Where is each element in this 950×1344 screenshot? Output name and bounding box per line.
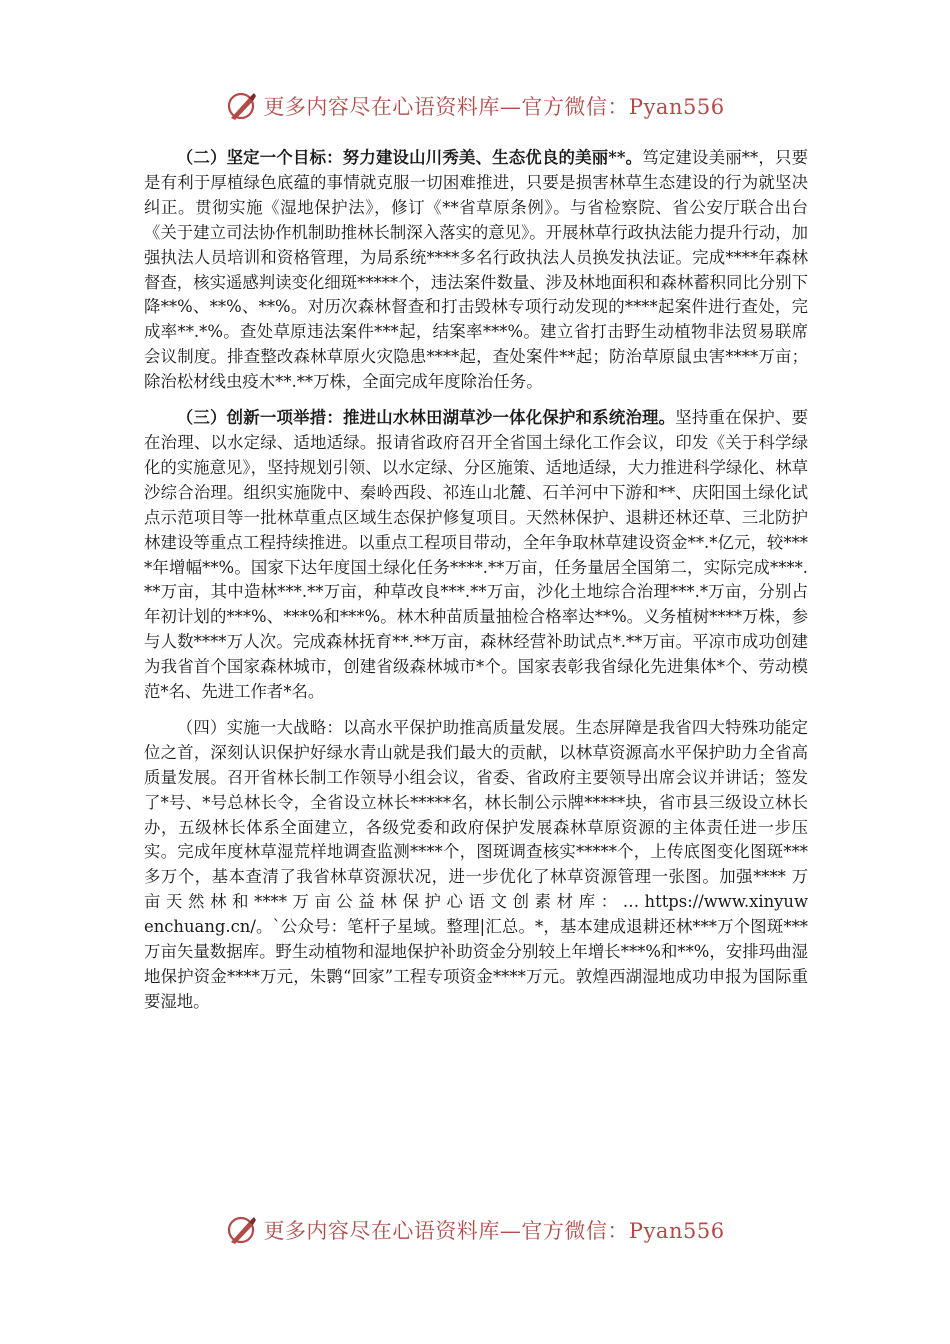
document-body <box>144 146 808 1026</box>
watermark-banner-bottom <box>0 1210 950 1250</box>
watermark-text-top: 更多内容尽在心语资料库—官方微信：Pyan556 <box>263 95 725 119</box>
paragraph-text: （四）实施一大战略：以高水平保护助推高质量发展。生态屏障是我省四大特殊功能定位之首，深刻认识保护好绿水青山就是我们最大的贡献，以林草资源高水平保护助力全省高质量发展。召开省林长制工作领导小组会议，省委、省政府主要领导出席会议并讲话；签发了*号、*号总林长令，全省设立林长*****名，林长制公示牌*****块，省市县三级设立林长办，五级林长体系全面建立，各级党委和政府保护发展森林草原资源的主体责任进一步压实。完成年度林草湿荒样地调查监测****个，图斑调查核实*****个，上传底图变化图斑***多万个，基本查清了我省林草资源状况，进一步优化了林草资源管理一张图。加强**** 万 亩 天 然 林 和 **** 万 亩 公 益 林 保 护 心 语 文 创 素 材 库 ： … https://www.xinyuwenchuang.cn/。`公众号：笔杆子星域。整理|汇总。*，基本建成退耕还林***万个图斑***万亩矢量数据库。野生动植物和湿地保护补助资金分别较上年增长***%和**%，安排玛曲湿地保护资金****万元，朱鹮“回家”工程专项资金****万元。敦煌西湖湿地成功申报为国际重要湿地。 <box>144 717 808 1011</box>
paragraph-text: 笃定建设美丽**，只要是有利于厚植绿色底蕴的事情就克服一切困难推进，只要是损害林草生态建设的行为就坚决纠正。贯彻实施《湿地保护法》，修订《**省草原条例》。与省检察院、省公安厅联合出台《关于建立司法协作机制助推林长制深入落实的意见》。开展林草行政执法能力提升行动，加强执法人员培训和资格管理，为局系统****多名行政执法人员换发执法证。完成****年森林督查，核实遥感判读变化细斑*****个，违法案件数量、涉及林地面积和森林蓄积同比分别下降**%、**%、**%。对历次森林督查和打击毁林专项行动发现的****起案件进行查处，完成率**.*%。查处草原违法案件***起，结案率***%。建立省打击野生动植物非法贸易联席会议制度。排查整改森林草原火灾隐患****起，查处案件**起；防治草原鼠虫害****万亩；除治松材线虫疫木**.**万株，全面完成年度除治任务。 <box>144 148 808 392</box>
pen-logo-icon <box>225 89 259 123</box>
paragraph-section-2 <box>144 146 808 395</box>
pen-logo-icon <box>225 1213 259 1247</box>
paragraph-heading: （三）创新一项举措：推进山水林田湖草沙一体化保护和系统治理。 <box>176 408 676 428</box>
paragraph-text: 坚持重在保护、要在治理、以水定绿、适地适绿。报请省政府召开全省国土绿化工作会议，印发《关于科学绿化的实施意见》，坚持规划引领、以水定绿、分区施策、适地适绿，大力推进科学绿化、林草沙综合治理。组织实施陇中、秦岭西段、祁连山北麓、石羊河中下游和**、庆阳国土绿化试点示范项目等一批林草重点区域生态保护修复项目。天然林保护、退耕还林还草、三北防护林建设等重点工程持续推进。以重点工程项目带动，全年争取林草建设资金**.*亿元，较****年增幅**%。国家下达年度国土绿化任务****.**万亩，任务量居全国第二，实际完成****.**万亩，其中造林***.**万亩，种草改良***.**万亩，沙化土地综合治理***.*万亩，分别占年初计划的***%、***%和***%。林木种苗质量抽检合格率达**%。义务植树****万株，参与人数****万人次。完成森林抚育**.**万亩，森林经营补助试点*.**万亩。平凉市成功创建为我省首个国家森林城市，创建省级森林城市*个。国家表彰我省绿化先进集体*个、劳动模范*名、先进工作者*名。 <box>144 408 809 702</box>
watermark-banner-top <box>0 86 950 126</box>
paragraph-section-3 <box>144 406 808 705</box>
watermark-text-bottom: 更多内容尽在心语资料库—官方微信：Pyan556 <box>263 1219 725 1243</box>
paragraph-section-4 <box>144 716 808 1015</box>
paragraph-heading: （二）坚定一个目标：努力建设山川秀美、生态优良的美丽**。 <box>176 148 643 167</box>
